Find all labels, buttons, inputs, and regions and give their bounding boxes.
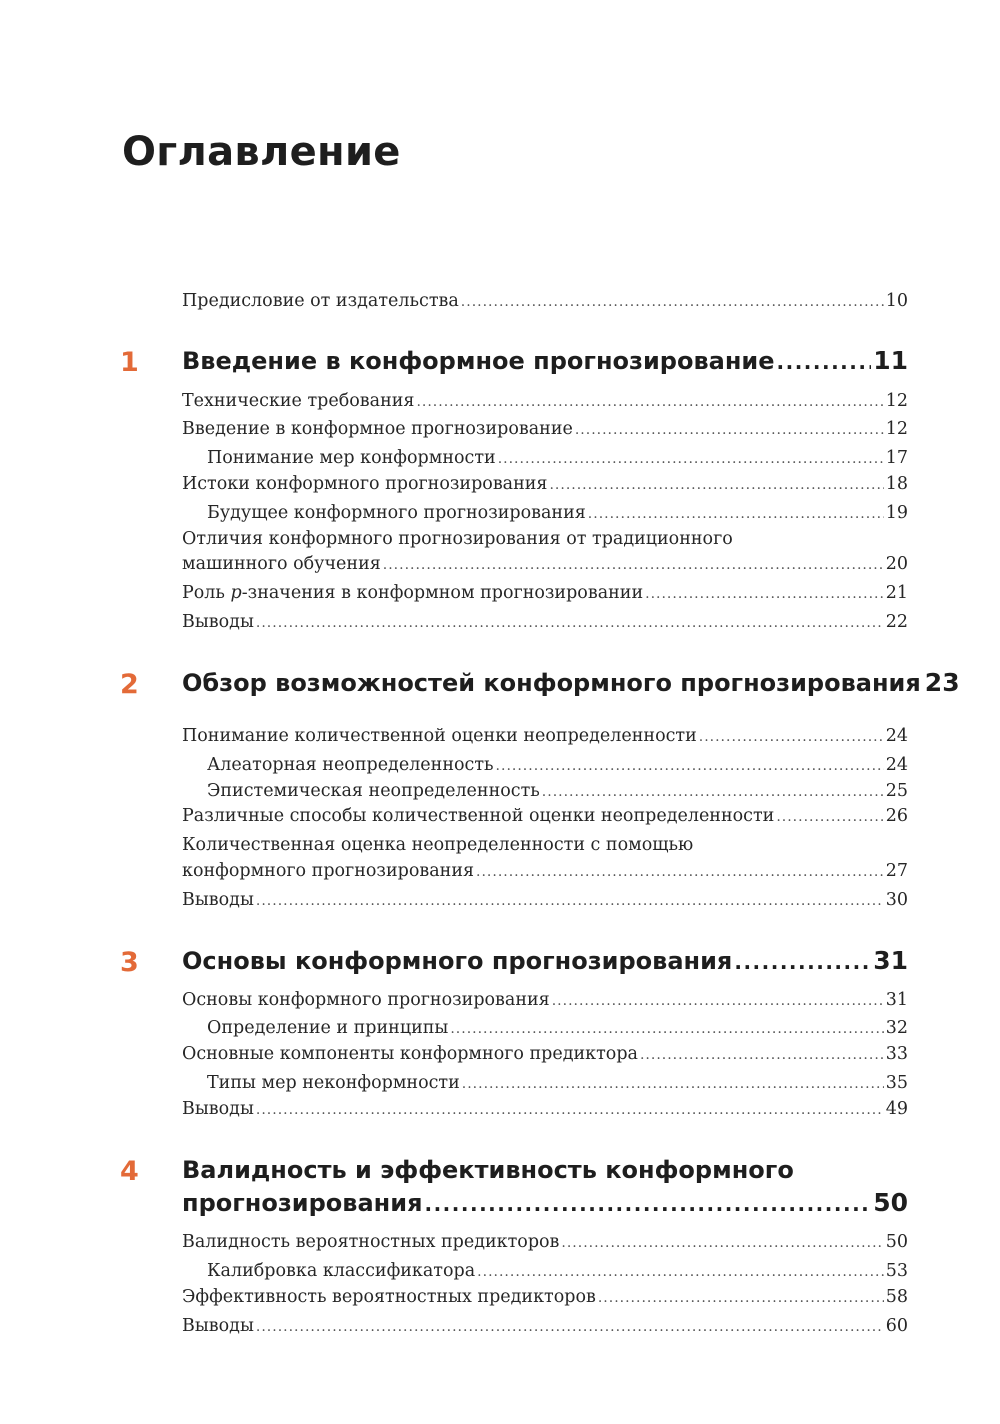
toc-page-number: 12 bbox=[885, 419, 908, 439]
toc-entry[interactable] bbox=[182, 580, 908, 607]
toc-page-number: 22 bbox=[885, 612, 908, 632]
dot-leader bbox=[575, 417, 884, 443]
toc-page-number: 26 bbox=[885, 806, 908, 826]
toc-entry-title: Выводы bbox=[182, 1099, 254, 1119]
toc-entry-title: Эпистемическая неопределенность bbox=[207, 781, 540, 801]
toc-entry[interactable] bbox=[182, 987, 908, 1014]
toc-chapter-3[interactable] bbox=[182, 944, 908, 979]
dot-leader bbox=[588, 501, 884, 527]
dot-leader bbox=[776, 804, 883, 830]
chapter-number: 4 bbox=[120, 1156, 139, 1187]
toc-entry-title: Предисловие от издательства bbox=[182, 291, 459, 311]
chapter-title-line2: прогнозирования bbox=[182, 1189, 423, 1217]
toc-subentry[interactable] bbox=[207, 1258, 908, 1285]
dot-leader bbox=[498, 446, 884, 472]
chapter-page-number: 11 bbox=[873, 346, 908, 375]
toc-entry[interactable] bbox=[182, 803, 908, 830]
dot-leader bbox=[561, 1230, 883, 1256]
toc-chapter-4[interactable] bbox=[182, 1186, 908, 1221]
dot-leader bbox=[424, 1187, 871, 1221]
toc-entry[interactable] bbox=[182, 1096, 908, 1123]
dot-leader bbox=[549, 472, 883, 498]
toc-entry-title: Различные способы количественной оценки неопределенности bbox=[182, 806, 775, 826]
toc-entry-title: Технические требования bbox=[182, 391, 415, 411]
toc-subentry[interactable] bbox=[207, 500, 908, 527]
toc-entry[interactable] bbox=[182, 388, 908, 415]
dot-leader bbox=[640, 1042, 884, 1068]
dot-leader bbox=[416, 389, 883, 415]
dot-leader bbox=[496, 753, 884, 779]
toc-page-number: 30 bbox=[885, 890, 908, 910]
toc-entry-title: Алеаторная неопределенность bbox=[207, 755, 494, 775]
toc-entry-title: Понимание мер конформности bbox=[207, 448, 496, 468]
dot-leader bbox=[450, 1016, 883, 1042]
chapter-page-number: 23 bbox=[924, 668, 960, 697]
dot-leader bbox=[256, 1314, 884, 1340]
dot-leader bbox=[552, 988, 884, 1014]
toc-page-number: 33 bbox=[885, 1044, 908, 1064]
dot-leader bbox=[699, 724, 884, 750]
toc-entry-title: Определение и принципы bbox=[207, 1018, 449, 1038]
chapter-title: Обзор возможностей конформного прогнозирования bbox=[182, 669, 921, 697]
toc-page-number: 18 bbox=[885, 474, 908, 494]
toc-entry-title: Выводы bbox=[182, 890, 254, 910]
chapter-number: 3 bbox=[120, 947, 139, 978]
toc-entry[interactable] bbox=[182, 416, 908, 443]
dot-leader bbox=[256, 610, 884, 636]
toc-page-number: 10 bbox=[885, 291, 908, 311]
dot-leader bbox=[462, 1071, 884, 1097]
dot-leader bbox=[476, 859, 884, 885]
toc-page-number: 12 bbox=[885, 391, 908, 411]
toc-entry-title-line1[interactable]: Отличия конформного прогнозирования от традиционного bbox=[182, 529, 733, 549]
toc-page-number: 25 bbox=[885, 781, 908, 801]
toc-subentry[interactable] bbox=[207, 778, 908, 805]
toc-entry-title: Типы мер неконформности bbox=[207, 1073, 460, 1093]
toc-page-number: 20 bbox=[885, 554, 908, 574]
chapter-title: Основы конформного прогнозирования bbox=[182, 947, 733, 975]
toc-entry[interactable] bbox=[182, 551, 908, 578]
toc-page-number: 31 bbox=[885, 990, 908, 1010]
toc-entry[interactable] bbox=[182, 887, 908, 914]
chapter-page-number: 50 bbox=[873, 1188, 908, 1217]
dot-leader bbox=[645, 581, 884, 607]
toc-entry-title-line1[interactable]: Количественная оценка неопределенности с помощью bbox=[182, 835, 694, 855]
toc-subentry[interactable] bbox=[207, 1015, 908, 1042]
toc-page-number: 19 bbox=[885, 503, 908, 523]
toc-entry-title: Понимание количественной оценки неопределенности bbox=[182, 726, 697, 746]
dot-leader bbox=[256, 888, 884, 914]
toc-page-number: 24 bbox=[885, 755, 908, 775]
dot-leader bbox=[777, 345, 872, 379]
toc-subentry[interactable] bbox=[207, 445, 908, 472]
toc-subentry[interactable] bbox=[207, 1070, 908, 1097]
toc-entry-title: Эффективность вероятностных предикторов bbox=[182, 1287, 596, 1307]
toc-entry[interactable] bbox=[182, 471, 908, 498]
toc-entry-title: Выводы bbox=[182, 612, 254, 632]
dot-leader bbox=[383, 552, 884, 578]
toc-page-number: 35 bbox=[885, 1073, 908, 1093]
chapter-number: 2 bbox=[120, 669, 139, 700]
toc-entry-title: Истоки конформного прогнозирования bbox=[182, 474, 548, 494]
toc-entry-title: Выводы bbox=[182, 1316, 254, 1336]
toc-entry[interactable] bbox=[182, 609, 908, 636]
toc-subentry[interactable] bbox=[207, 752, 908, 779]
toc-entry[interactable] bbox=[182, 1041, 908, 1068]
toc-entry-title: Основные компоненты конформного предиктора bbox=[182, 1044, 638, 1064]
dot-leader bbox=[598, 1285, 884, 1311]
dot-leader bbox=[734, 945, 871, 979]
toc-page-number: 21 bbox=[885, 583, 908, 603]
toc-entry-title: Роль p-значения в конформном прогнозировании bbox=[182, 583, 644, 603]
toc-chapter-2[interactable] bbox=[182, 666, 960, 701]
toc-entry[interactable] bbox=[182, 1229, 908, 1256]
toc-entry-title: Калибровка классификатора bbox=[207, 1261, 476, 1281]
toc-page-number: 27 bbox=[885, 861, 908, 881]
toc-entry-title-line2: конформного прогнозирования bbox=[182, 861, 475, 881]
toc-entry[interactable] bbox=[182, 723, 908, 750]
toc-entry-title: Будущее конформного прогнозирования bbox=[207, 503, 586, 523]
toc-page-number: 17 bbox=[885, 448, 908, 468]
toc-entry-title: Валидность вероятностных предикторов bbox=[182, 1232, 560, 1252]
toc-entry-title: Основы конформного прогнозирования bbox=[182, 990, 550, 1010]
toc-page-number: 32 bbox=[885, 1018, 908, 1038]
dot-leader bbox=[477, 1259, 884, 1285]
toc-page-number: 53 bbox=[885, 1261, 908, 1281]
toc-page-number: 60 bbox=[885, 1316, 908, 1336]
toc-entry-preface[interactable] bbox=[182, 288, 908, 315]
page-title: Оглавление bbox=[122, 129, 401, 175]
toc-chapter-1[interactable] bbox=[182, 344, 908, 379]
toc-page-number: 58 bbox=[885, 1287, 908, 1307]
toc-page-number: 24 bbox=[885, 726, 908, 746]
dot-leader bbox=[256, 1097, 884, 1123]
chapter-page-number: 31 bbox=[873, 946, 908, 975]
dot-leader bbox=[461, 289, 884, 315]
chapter-number: 1 bbox=[120, 347, 139, 378]
dot-leader bbox=[542, 779, 884, 805]
toc-entry[interactable] bbox=[182, 1284, 908, 1311]
toc-page-number: 50 bbox=[885, 1232, 908, 1252]
toc-entry-title-line2: машинного обучения bbox=[182, 554, 381, 574]
toc-entry[interactable] bbox=[182, 1313, 908, 1340]
toc-page-number: 49 bbox=[885, 1099, 908, 1119]
toc-entry-title: Введение в конформное прогнозирование bbox=[182, 419, 573, 439]
toc-entry[interactable] bbox=[182, 858, 908, 885]
chapter-title-line1[interactable]: Валидность и эффективность конформного bbox=[182, 1156, 794, 1184]
chapter-title: Введение в конформное прогнозирование bbox=[182, 347, 775, 375]
